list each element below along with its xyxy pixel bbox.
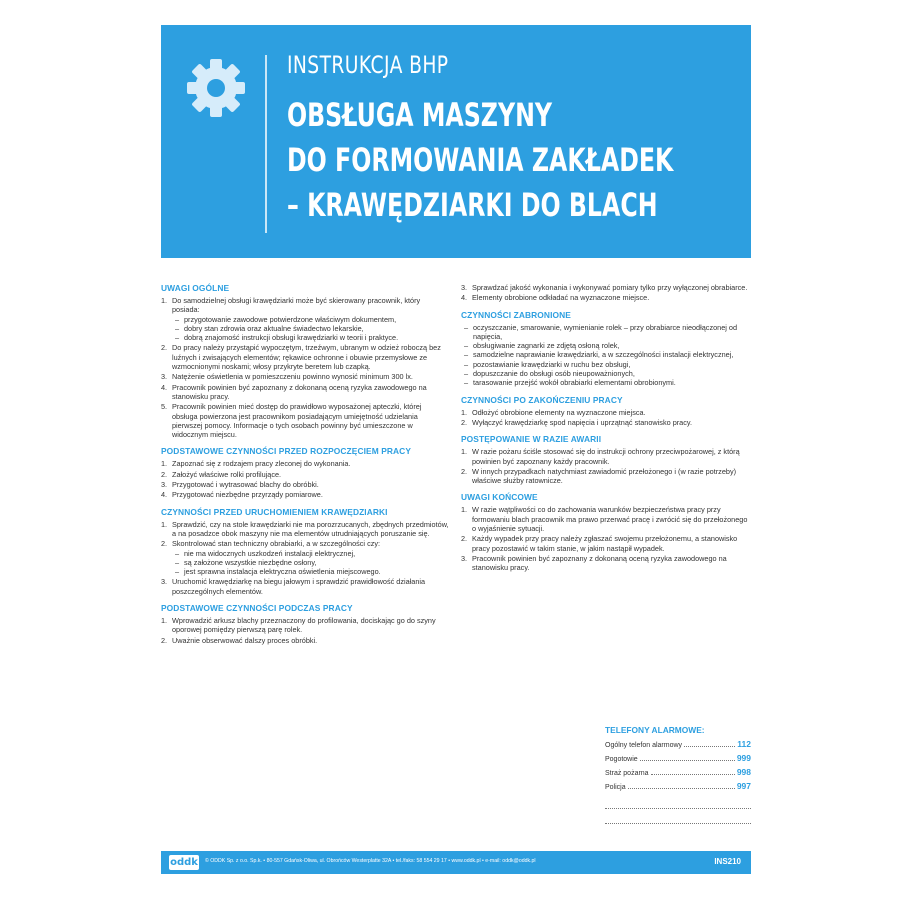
item-number: 1. — [161, 616, 168, 626]
sub-item: – samodzielne naprawianie krawędziarki, a w szczególności instalacji elektrycznej, — [464, 350, 734, 360]
item-number: 2. — [161, 469, 168, 479]
sub-item: – nie ma widocznych uszkodzeń instalacji elektrycznej, — [175, 548, 356, 558]
item-number: 1. — [461, 505, 468, 515]
title-line-3: – KRAWĘDZIARKI DO BLACH — [287, 186, 658, 224]
item-text: Pracownik powinien być zapoznany z dokonaną oceną ryzyka zawodowego na stanowisku pracy. — [472, 553, 727, 573]
item-number: 2. — [461, 417, 468, 427]
list-item — [461, 283, 751, 292]
phone-row — [605, 752, 751, 766]
item-number: 2. — [161, 343, 168, 353]
item-text: W innych przypadkach natychmiast zawiadomić przełożonego i (w razie potrzeby) właściwe służby ratownicze. — [472, 466, 737, 486]
list-item — [161, 372, 449, 381]
document-code: INS210 — [714, 857, 741, 866]
section-before-start — [161, 507, 449, 596]
right-column — [461, 283, 751, 580]
emergency-phones — [605, 725, 751, 824]
sub-item: – dopuszczanie do obsługi osób nieupoważnionych, — [464, 369, 635, 379]
sub-item: – pozostawianie krawędziarki w ruchu bez obsługi, — [464, 359, 631, 369]
list-item — [161, 383, 449, 402]
section-emergency — [461, 434, 751, 485]
item-number: 1. — [161, 296, 168, 305]
list-item — [161, 520, 449, 539]
list-item — [461, 534, 751, 553]
item-text: Skontrolować stan techniczny obrabiarki, a w szczególności czy: — [172, 539, 381, 549]
list-item — [461, 408, 751, 417]
item-text: Uruchomić krawędziarkę na biegu jałowym i sprawdzić prawidłowość działania poszczególnych elementów. — [172, 577, 426, 596]
phones-title: TELEFONY ALARMOWE: — [605, 725, 705, 735]
section-during-work-continued — [461, 283, 751, 303]
item-text: Sprawdzić, czy na stole krawędziarki nie ma porozrzucanych, zbędnych przedmiotów, a na posadzce obok maszyny nie ma elementów utrudniających poruszanie się. — [172, 519, 449, 538]
footer-bar — [161, 851, 751, 874]
phone-number: 998 — [736, 767, 751, 777]
document-title — [287, 93, 673, 228]
list-item — [161, 402, 449, 439]
sub-item: – przygotowanie zawodowe potwierdzone właściwym dokumentem, — [175, 314, 397, 324]
item-text: W razie wątpliwości co do zachowania warunków bezpieczeństwa pracy przy formowaniu blach pracownik ma prawo przerwać pracę i zwrócić się do przełożonego o wyjaśnienie sytuacji. — [472, 505, 748, 534]
phone-row — [605, 738, 751, 752]
list-item — [161, 480, 449, 489]
oddk-logo: oddk — [170, 857, 198, 868]
item-text: Pracownik powinien być zapoznany z dokonaną oceną ryzyka zawodowego na stanowisku pracy. — [172, 382, 427, 401]
phone-label: Ogólny telefon alarmowy — [605, 742, 683, 749]
left-column — [161, 283, 449, 652]
list-item — [161, 459, 449, 468]
phone-number: 112 — [737, 739, 751, 749]
sub-item: – tarasowanie przejść wokół obrabiarki elementami obrobionymi. — [464, 378, 676, 388]
sub-item-text: pozostawianie krawędziarki w ruchu bez obsługi, — [473, 359, 631, 369]
phone-number: 997 — [736, 781, 751, 791]
item-number: 4. — [161, 490, 168, 500]
sub-item-text: przygotowanie zawodowe potwierdzone właściwym dokumentem, — [184, 314, 397, 324]
item-text: Przygotować i wytrasować blachy do obróbki. — [172, 480, 319, 490]
phone-label: Policja — [605, 784, 626, 791]
item-number: 4. — [161, 382, 168, 392]
item-text: Każdy wypadek przy pracy należy zgłaszać swojemu przełożonemu, a stanowisko pracy pozostawić w takim stanie, w jakim nastąpił wypadek. — [472, 534, 738, 553]
item-number: 1. — [461, 407, 468, 417]
header-banner — [161, 25, 751, 258]
item-number: 3. — [161, 372, 168, 382]
item-text: Do pracy należy przystąpić wypoczętym, trzeźwym, ubranym w odzież roboczą bez luźnych i zwisających elementów; rękawice ochronne i obuwie przemysłowe ze wzmocnionymi noskami; włosy przykryte beretem lub czapką. — [172, 343, 441, 372]
sub-item-text: dopuszczanie do obsługi osób nieupoważnionych, — [473, 369, 635, 379]
sub-item: – oczyszczanie, smarowanie, wymienianie rolek – przy obrabiarce nieodłączonej od napięcia, — [464, 322, 738, 341]
item-text: Elementy obrobione odkładać na wyznaczone miejsce. — [472, 293, 650, 303]
gear-icon — [183, 55, 249, 121]
section-during-work — [161, 603, 449, 645]
list-item — [161, 577, 449, 596]
list-item — [161, 470, 449, 479]
item-number: 2. — [461, 466, 468, 476]
list-item — [161, 539, 449, 576]
section-before-work — [161, 446, 449, 499]
document-kicker: INSTRUKCJA BHP — [287, 51, 449, 79]
item-text: Wyłączyć krawędziarkę spod napięcia i uprzątnąć stanowisko pracy. — [472, 417, 693, 427]
item-number: 1. — [161, 459, 168, 469]
sub-item: – dobrą znajomość instrukcji obsługi krawędziarki w teorii i praktyce. — [175, 333, 399, 343]
item-text: W razie pożaru ściśle stosować się do instrukcji ochrony przeciwpożarowej, z którą powinien być zapoznany każdy pracownik. — [472, 447, 740, 466]
item-number: 1. — [461, 447, 468, 457]
list-item — [461, 505, 751, 533]
item-number: 1. — [161, 519, 168, 529]
item-number: 2. — [161, 635, 168, 645]
sub-item-text: dobry stan zdrowia oraz aktualne świadectwo lekarskie, — [184, 323, 364, 333]
list-item — [461, 554, 751, 573]
sub-item-text: jest sprawna instalacja elektryczna oświetlenia miejscowego. — [184, 567, 381, 577]
section-heading: CZYNNOŚCI PO ZAKOŃCZENIU PRACY — [461, 394, 623, 405]
section-heading: UWAGI OGÓLNE — [161, 283, 230, 293]
item-text: Zapoznać się z rodzajem pracy zleconej do wykonania. — [172, 459, 351, 469]
item-text: Do samodzielnej obsługi krawędziarki może być skierowany pracownik, który posiada: — [172, 296, 421, 315]
instruction-sheet — [161, 25, 751, 875]
phone-label: Pogotowie — [605, 756, 638, 763]
sub-item-text: dobrą znajomość instrukcji obsługi krawędziarki w teorii i praktyce. — [184, 333, 399, 343]
phone-label: Straż pożarna — [605, 770, 649, 777]
sub-item: – są założone wszystkie niezbędne osłony, — [175, 557, 317, 567]
phone-row — [605, 780, 751, 794]
sub-item-text: nie ma widocznych uszkodzeń instalacji elektrycznej, — [184, 548, 356, 558]
blank-phone-line — [605, 813, 751, 824]
sub-item-text: są założone wszystkie niezbędne osłony, — [184, 557, 317, 567]
section-heading: PODSTAWOWE CZYNNOŚCI PRZED ROZPOCZĘCIEM PRACY — [161, 446, 412, 457]
section-heading: CZYNNOŚCI PRZED URUCHOMIENIEM KRAWĘDZIARKI — [161, 506, 388, 517]
list-item — [461, 467, 751, 486]
section-general-notes — [161, 283, 449, 439]
list-item — [161, 296, 449, 342]
footer-contact: © ODDK Sp. z o.o. Sp.k. • 80-557 Gdańsk-Oliwa, ul. Obrońców Westerplatte 32A • tel./faks: 58 554 29 17 • www.oddk.pl • e-mail: oddk@oddk.pl — [205, 858, 536, 864]
sub-item-text: oczyszczanie, smarowanie, wymienianie rolek – przy obrabiarce nieodłączonej od napięcia, — [473, 322, 738, 341]
sub-item-text: tarasowanie przejść wokół obrabiarki elementami obrobionymi. — [473, 378, 676, 388]
section-heading: POSTĘPOWANIE W RAZIE AWARII — [461, 434, 602, 445]
item-number: 4. — [461, 293, 468, 303]
list-item — [161, 343, 449, 371]
item-number: 3. — [461, 283, 468, 292]
section-after-work — [461, 395, 751, 428]
header-divider — [265, 55, 267, 233]
sub-item-text: samodzielne naprawianie krawędziarki, a w szczególności instalacji elektrycznej, — [473, 350, 734, 360]
item-number: 3. — [161, 480, 168, 490]
list-item — [161, 636, 449, 645]
list-item — [461, 293, 751, 302]
item-number: 2. — [161, 539, 168, 549]
section-heading: PODSTAWOWE CZYNNOŚCI PODCZAS PRACY — [161, 603, 353, 614]
phone-number: 999 — [736, 753, 751, 763]
title-line-2: DO FORMOWANIA ZAKŁADEK — [287, 141, 674, 179]
sub-item-text: obsługiwanie zagnarki ze zdjętą osłoną rolek, — [473, 341, 620, 351]
sub-item: – obsługiwanie zagnarki ze zdjętą osłoną rolek, — [464, 341, 620, 351]
item-number: 3. — [161, 577, 168, 587]
item-text: Uważnie obserwować dalszy proces obróbki. — [172, 635, 318, 645]
item-text: Odłożyć obrobione elementy na wyznaczone miejsca. — [472, 407, 646, 417]
item-number: 2. — [461, 534, 468, 544]
item-text: Przygotować niezbędne przyrządy pomiarowe. — [172, 490, 323, 500]
sub-item: – jest sprawna instalacja elektryczna oświetlenia miejscowego. — [175, 567, 381, 577]
list-item — [161, 616, 449, 635]
section-forbidden — [461, 310, 751, 388]
phone-row — [605, 766, 751, 780]
list-item — [161, 490, 449, 499]
list-item — [461, 447, 751, 466]
section-heading: UWAGI KOŃCOWE — [461, 492, 538, 503]
title-line-1: OBSŁUGA MASZYNY — [287, 96, 553, 134]
section-final-notes — [461, 492, 751, 572]
blank-phone-line — [605, 798, 751, 809]
item-number: 5. — [161, 402, 168, 412]
item-text: Założyć właściwe rolki profilujące. — [172, 469, 282, 479]
list-item — [461, 418, 751, 427]
item-number: 3. — [461, 553, 468, 563]
section-heading: CZYNNOŚCI ZABRONIONE — [461, 309, 571, 320]
item-text: Sprawdzać jakość wykonania i wykonywać pomiary tylko przy wyłączonej obrabiarce. — [472, 283, 748, 292]
sub-item: – dobry stan zdrowia oraz aktualne świadectwo lekarskie, — [175, 323, 364, 333]
item-text: Natężenie oświetlenia w pomieszczeniu powinno wynosić minimum 300 lx. — [172, 372, 413, 382]
item-text: Wprowadzić arkusz blachy przeznaczony do profilowania, dociskając go do szyny oporowej pomiędzy pierwszą parę rolek. — [172, 616, 436, 635]
item-text: Pracownik powinien mieć dostęp do prawidłowo wyposażonej apteczki, której obsługa powierzona jest pracownikom posiadającym umiejętność udzielania pierwszej pomocy. Informacje o tych osobach powinny być umieszczone w widocznym miejscu. — [172, 402, 422, 440]
